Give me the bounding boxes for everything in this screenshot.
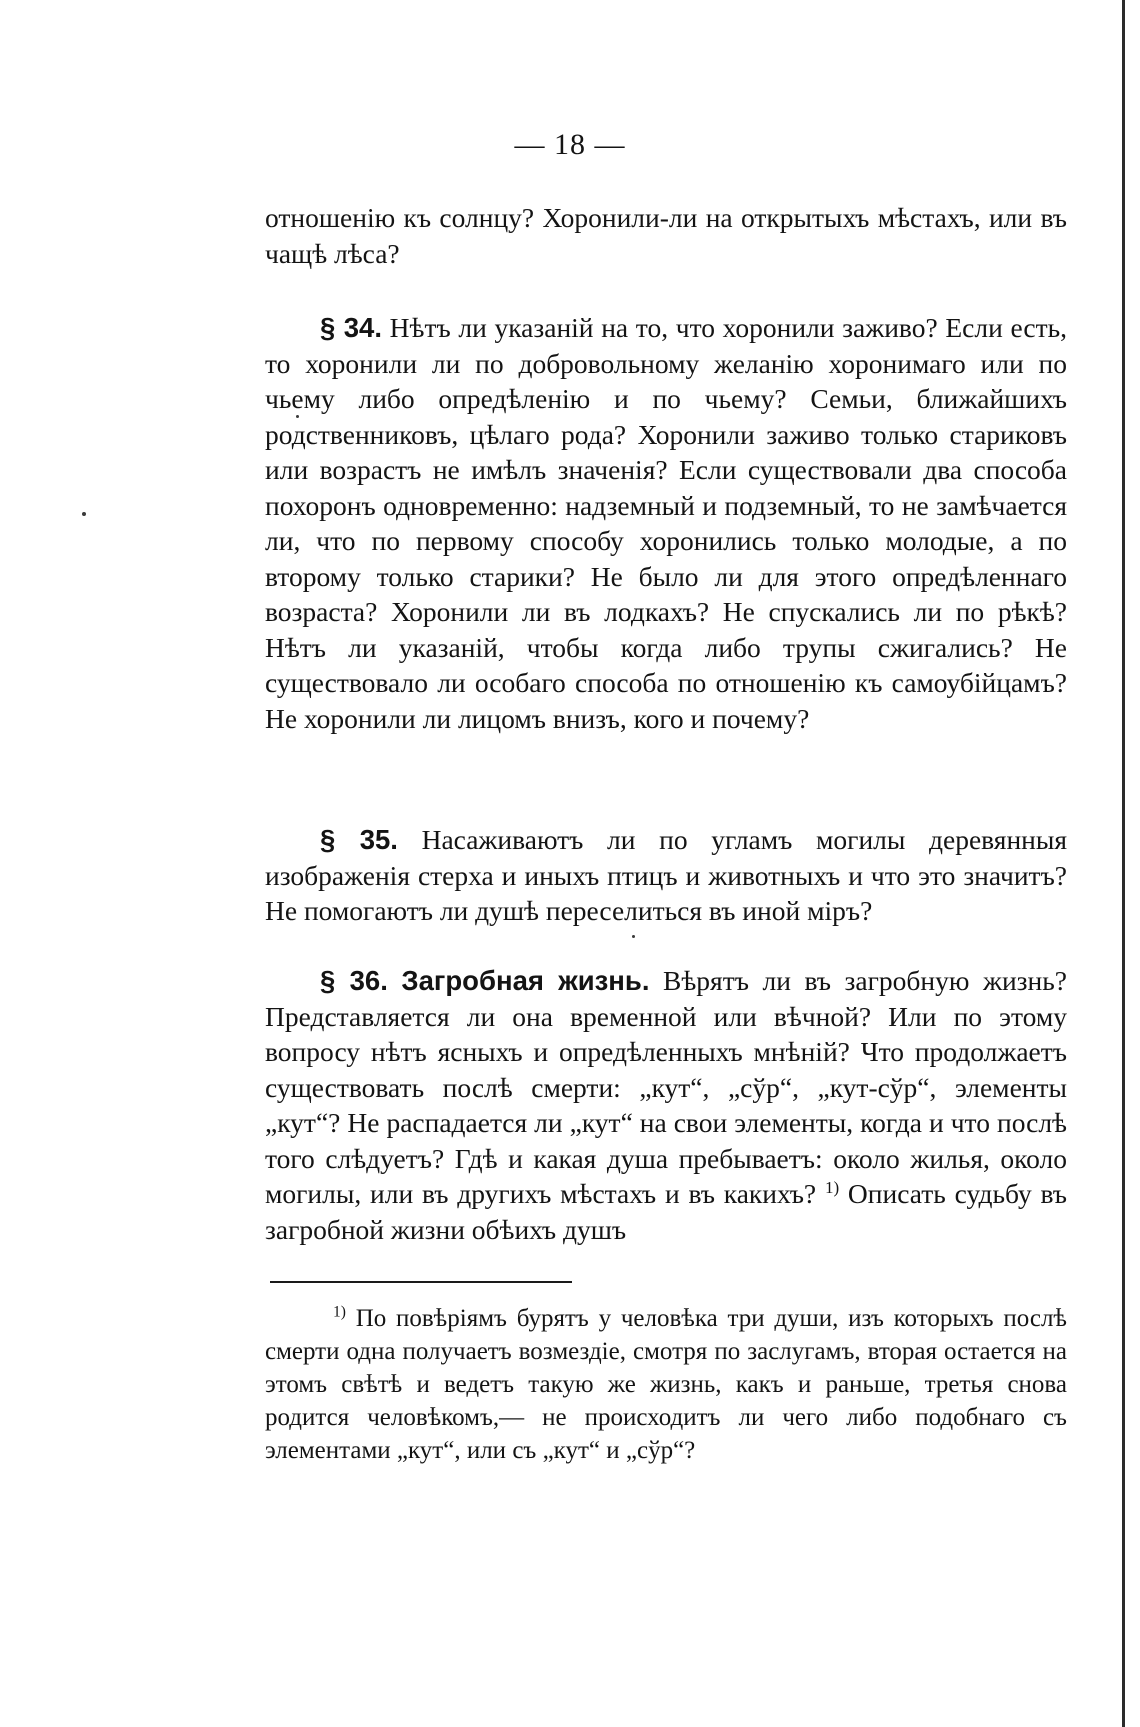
page-number: — 18 — <box>514 128 626 161</box>
footnote-text: По повѣріямъ бурятъ у человѣка три души, изъ которыхъ послѣ смерти одна получаетъ возмездіе, смотря по заслугамъ, вторая остается на этомъ свѣтѣ и ведетъ такую же жизнь, какъ и раньше, третья снова родится человѣкомъ,— не происходитъ ли чего либо подобнаго съ элементами „кут“, или съ „кут“ и „сўр“? <box>265 1305 1068 1464</box>
scan-speck <box>82 512 86 516</box>
section-number-35: § 35. <box>320 824 398 855</box>
paragraph-continuation-text: отношенію къ солнцу? Хоронили-ли на открытыхъ мѣстахъ, или въ чащѣ лѣса? <box>265 202 1067 269</box>
scan-speck <box>296 415 299 418</box>
section-number-36: § 36. <box>320 965 388 996</box>
section-36-text: Вѣрятъ ли въ загробную жизнь? Представляется ли она временной или вѣчной? Или по этому вопросу нѣтъ ясныхъ и опредѣленныхъ мнѣній? Что продолжаетъ существовать послѣ смерти: „кут“, „сўр“, „кут-сўр“, элементы „кут“? Не распадается ли „кут“ на свои элементы, когда и что послѣ того слѣдуетъ? Гдѣ и какая душа пребываетъ: около жилья, около могилы, или въ другихъ мѣстахъ и въ какихъ? <box>265 965 1068 1209</box>
paragraph-section-34 <box>265 310 1067 736</box>
section-35-text: Насаживаютъ ли по угламъ могилы деревянныя изображенія стерха и иныхъ птицъ и животныхъ и что это значитъ? Не помогаютъ ли душѣ переселиться въ иной міръ? <box>265 824 1068 926</box>
section-36-text-continued: Описать судьбу въ загробной жизни обѣихъ душъ <box>265 1178 1068 1245</box>
paragraph-continuation <box>265 200 1067 271</box>
footnote <box>265 1302 1067 1467</box>
section-number-34: § 34. <box>320 312 382 343</box>
paragraph-section-36 <box>265 963 1067 1247</box>
section-36-heading: Загробная жизнь. <box>401 965 650 996</box>
paragraph-section-35 <box>265 822 1067 929</box>
section-34-text: Нѣтъ ли указаній на то, что хоронили заживо? Если есть, то хоронили ли по добровольному желанію хоронимаго или по чьему либо опредѣленію и по чьему? Семьи, ближайшихъ родственниковъ, цѣлаго рода? Хоронили заживо только стариковъ или возрастъ не имѣлъ значенія? Если существовали два способа похоронъ одновременно: надземный и подземный, то не замѣчается ли, что по первому способу хоронились только молодые, а по второму только старики? Не было ли для этого опредѣленнаго возраста? Хоронили ли въ лодкахъ? Не спускались ли по рѣкѣ? Нѣтъ ли указаній, чтобы когда либо трупы сжигались? Не существовало ли особаго способа по отношенію къ самоубійцамъ? Не хоронили ли лицомъ внизъ, кого и почему? <box>265 312 1068 734</box>
page-edge-line <box>1122 0 1125 1727</box>
footnote-reference: 1) <box>824 1177 840 1197</box>
scan-speck <box>632 935 635 938</box>
footnote-divider <box>270 1281 572 1283</box>
footnote-marker: 1) <box>333 1303 346 1321</box>
